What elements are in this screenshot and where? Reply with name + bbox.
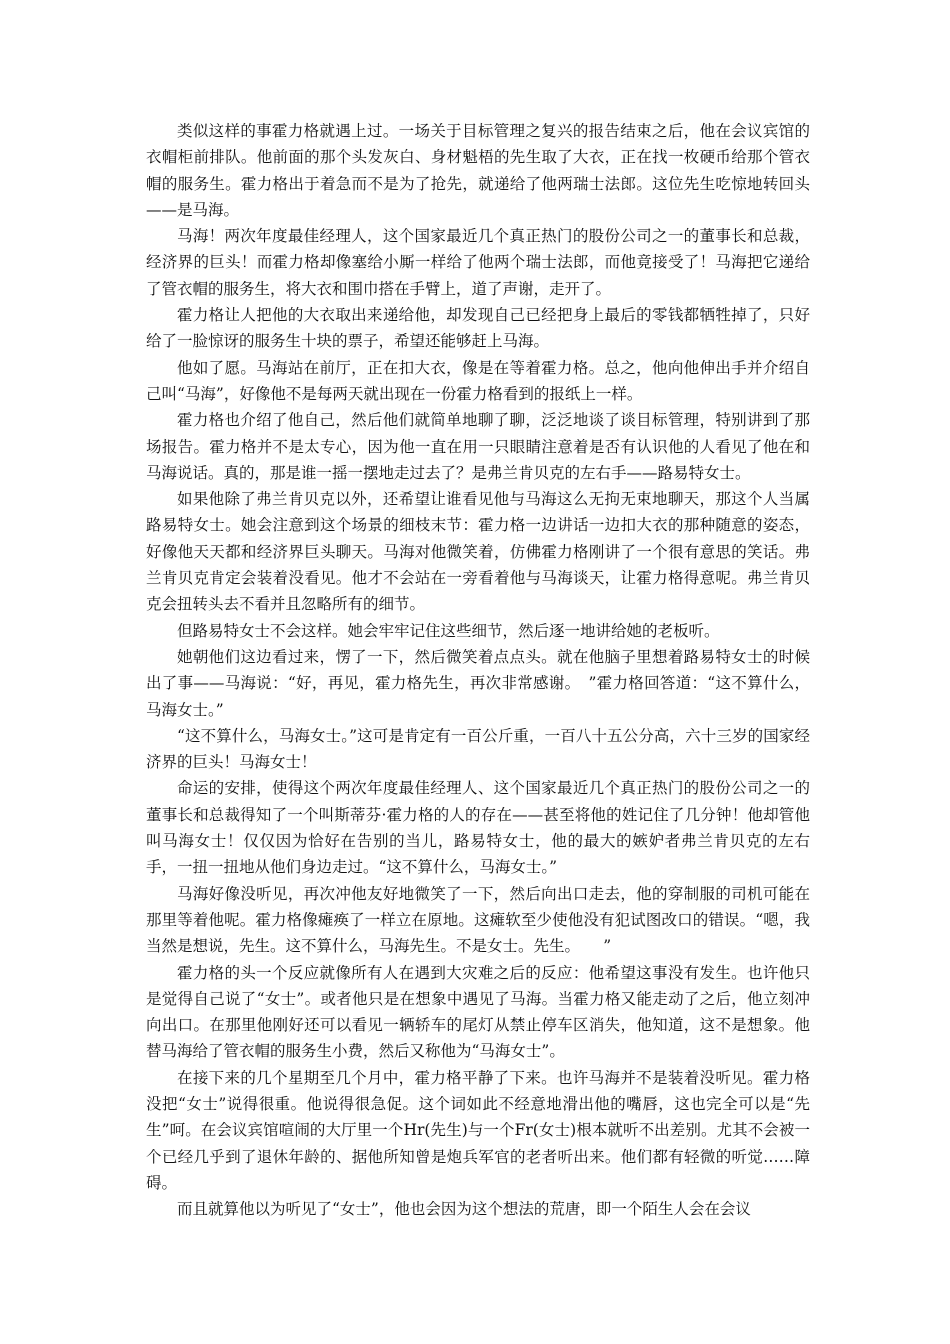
paragraph-4: 他如了愿。马海站在前厅，正在扣大衣，像是在等着霍力格。总之，他向他伸出手并介绍自己叫“马海”，好像他不是每两天就出现在一份霍力格看到的报纸上一样。 — [146, 358, 810, 403]
document-page — [146, 118, 810, 1222]
paragraph-9: “这不算什么，马海女士。”这可是肯定有一百公斤重，一百八十五公分高，六十三岁的国家经济界的巨头！马海女士！ — [146, 726, 810, 772]
paragraph-14: 而且就算他以为听见了“女士”，他也会因为这个想法的荒唐，即一个陌生人会在会议 — [177, 1200, 751, 1219]
paragraph-7: 但路易特女士不会这样。她会牢牢记住这些细节，然后逐一地讲给她的老板听。 — [177, 621, 720, 640]
paragraph-8: 她朝他们这边看过来，愣了一下，然后微笑着点点头。就在他脑子里想着路易特女士的时候出了事——马海说：“好，再见，霍力格先生，再次非常感谢。 ”霍力格回答道：“这不算什么，马海女士。” — [146, 647, 810, 719]
paragraph-10: 命运的安排，使得这个两次年度最佳经理人、这个国家最近几个真正热门的股份公司之一的董事长和总裁得知了一个叫斯蒂芬·霍力格的人的存在——甚至将他的姓记住了几分钟！他却管他叫马海女士！仅仅因为恰好在告别的当儿，路易特女士，他的最大的嫉妒者弗兰肯贝克的左右手，一扭一扭地从他们身边走过。“这不算什么，马海女士。” — [146, 779, 810, 877]
paragraph-1: 类似这样的事霍力格就遇上过。一场关于目标管理之复兴的报告结束之后，他在会议宾馆的衣帽柜前排队。他前面的那个头发灰白、身材魁梧的先生取了大衣，正在找一枚硬币给那个管衣帽的服务生。霍力格出于着急而不是为了抢先，就递给了他两瑞士法郎。这位先生吃惊地转回头——是马海。 — [146, 122, 810, 219]
paragraph-6: 如果他除了弗兰肯贝克以外，还希望让谁看见他与马海这么无拘无束地聊天，那这个人当属路易特女士。她会注意到这个场景的细枝末节：霍力格一边讲话一边扣大衣的那种随意的姿态，好像他天天都和经济界巨头聊天。马海对他微笑着，仿佛霍力格刚讲了一个很有意思的笑话。弗兰肯贝克肯定会装着没看见。他才不会站在一旁看着他与马海谈天，让霍力格得意呢。弗兰肯贝克会扭转头去不看并且忽略所有的细节。 — [146, 490, 810, 614]
paragraph-2: 马海！两次年度最佳经理人，这个国家最近几个真正热门的股份公司之一的董事长和总裁，经济界的巨头！而霍力格却像塞给小厮一样给了他两个瑞士法郎，而他竟接受了！马海把它递给了管衣帽的服务生，将大衣和围巾搭在手臂上，道了声谢，走开了。 — [146, 227, 810, 298]
paragraph-5: 霍力格也介绍了他自己，然后他们就简单地聊了聊，泛泛地谈了谈目标管理，特别讲到了那场报告。霍力格并不是太专心，因为他一直在用一只眼睛注意着是否有认识他的人看见了他在和马海说话。真的，那是谁一摇一摆地走过去了？是弗兰肯贝克的左右手——路易特女士。 — [146, 411, 810, 482]
paragraph-12: 霍力格的头一个反应就像所有人在遇到大灾难之后的反应：他希望这事没有发生。也许他只是觉得自己说了“女士”。或者他只是在想象中遇见了马海。当霍力格又能走动了之后，他立刻冲向出口。在那里他刚好还可以看见一辆轿车的尾灯从禁止停车区消失，他知道，这不是想象。他替马海给了管衣帽的服务生小费，然后又称他为“马海女士”。 — [146, 963, 810, 1061]
paragraph-11: 马海好像没听见，再次冲他友好地微笑了一下，然后向出口走去，他的穿制服的司机可能在那里等着他呢。霍力格像瘫痪了一样立在原地。这瘫软至少使他没有犯试图改口的错误。“嗯，我当然是想说，先生。这不算什么，马海先生。不是女士。先生。 ” — [146, 884, 810, 956]
paragraph-3: 霍力格让人把他的大衣取出来递给他，却发现自己已经把身上最后的零钱都牺牲掉了，只好给了一脸惊讶的服务生十块的票子，希望还能够赶上马海。 — [146, 306, 810, 351]
paragraph-13: 在接下来的几个星期至几个月中，霍力格平静了下来。也许马海并不是装着没听见。霍力格没把“女士”说得很重。他说得很急促。这个词如此不经意地滑出他的嘴唇，这也完全可以是“先生”呵。在会议宾馆喧闹的大厅里一个Hr(先生)与一个Fr(女士)根本就听不出差别。尤其不会被一个已经几乎到了退休年龄的、据他所知曾是炮兵军官的老者听出来。他们都有轻微的听觉……障碍。 — [146, 1068, 810, 1192]
